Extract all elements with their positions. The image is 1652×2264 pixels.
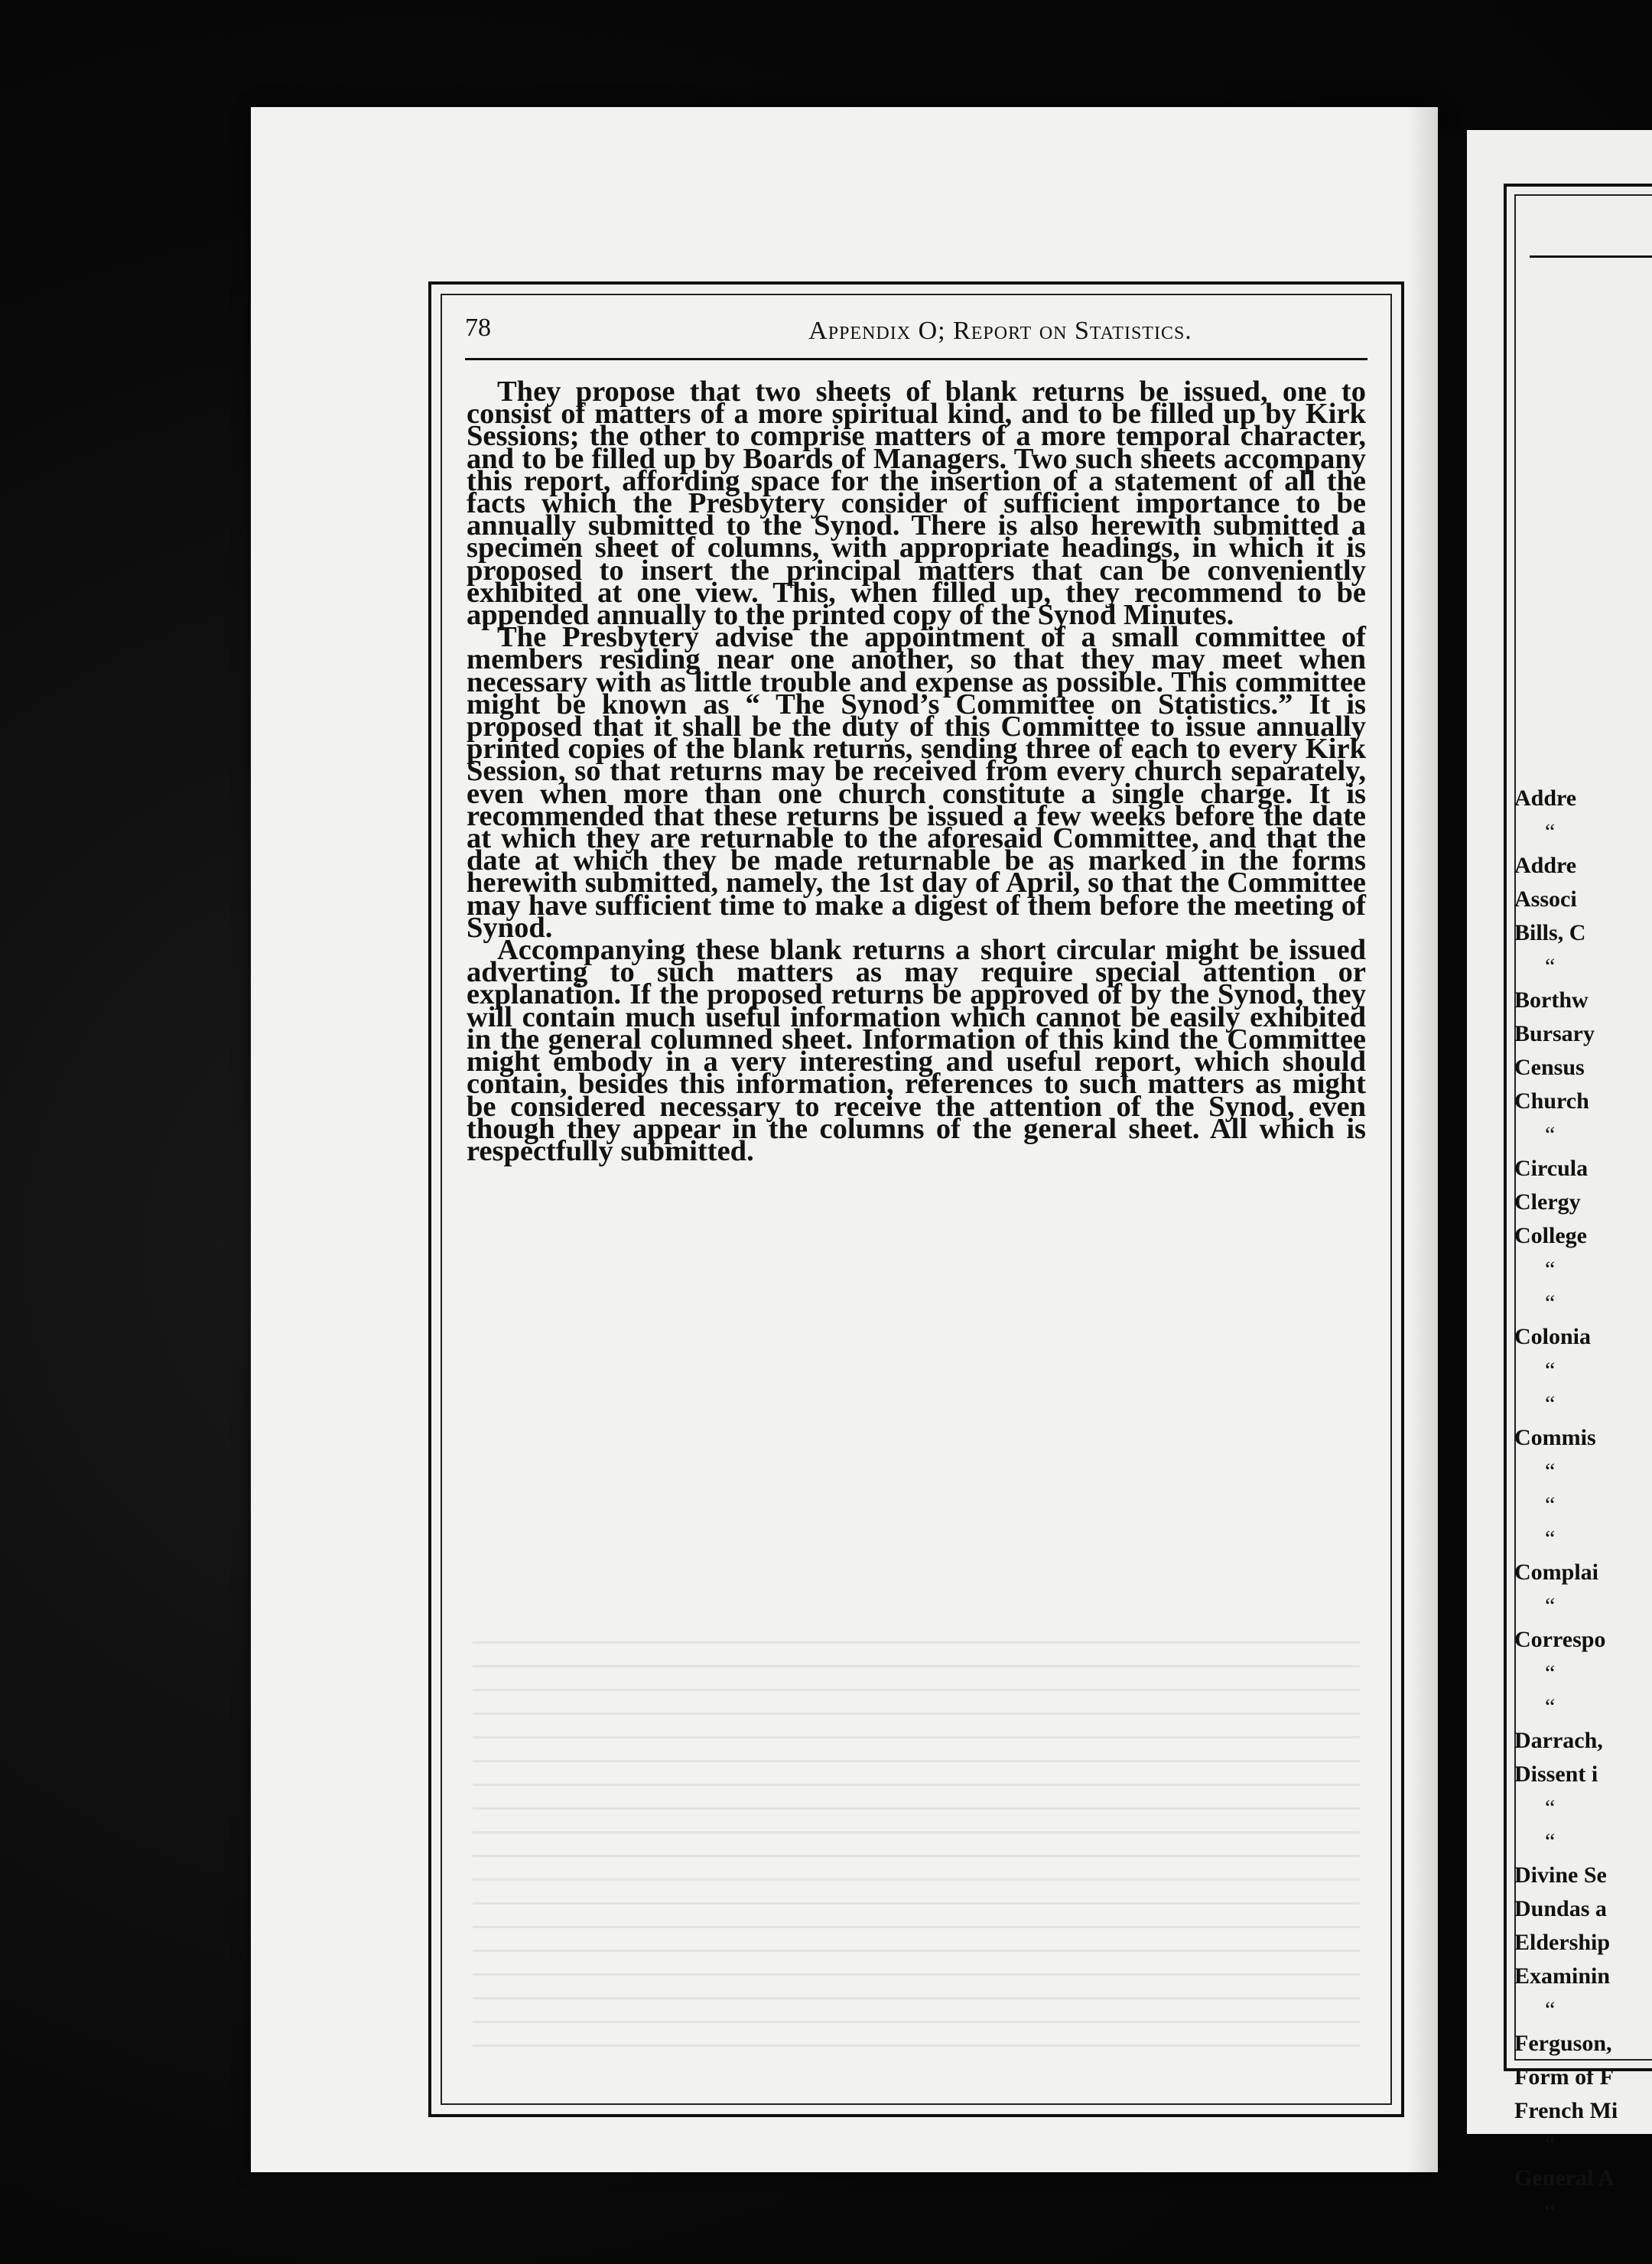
index-ditto-mark: “ (1545, 1593, 1556, 1618)
index-entry: Dundas a (1514, 1896, 1607, 1921)
index-entry: Correspo (1514, 1627, 1606, 1652)
index-ditto-mark: “ (1545, 2132, 1556, 2157)
index-entry: French Mi (1514, 2098, 1618, 2123)
index-entry: Addre (1514, 853, 1577, 878)
index-ditto-mark: “ (1545, 954, 1556, 979)
index-entry: Eldership (1514, 1930, 1611, 1955)
index-ditto-mark: “ (1545, 1795, 1556, 1820)
page-border-inner (441, 294, 1392, 2105)
index-ditto-mark: “ (1545, 2199, 1556, 2224)
index-list (1514, 782, 1618, 2229)
show-through-lines (473, 1641, 1360, 2116)
index-ditto-mark: “ (1545, 1257, 1556, 1282)
index-ditto-mark: “ (1545, 819, 1556, 844)
index-ditto-mark: “ (1545, 1829, 1556, 1854)
index-ditto-mark: “ (1545, 1122, 1556, 1147)
index-entry: Addre (1514, 786, 1577, 811)
index-entry: Associ (1514, 886, 1577, 912)
body-text (467, 376, 1366, 1167)
index-entry: Bursary (1514, 1021, 1595, 1046)
index-entry: Examinin (1514, 1963, 1611, 1989)
index-entry: Borthw (1514, 987, 1589, 1013)
left-page (251, 107, 1438, 2172)
index-ditto-mark: “ (1545, 1290, 1556, 1316)
page-border-frame (428, 281, 1404, 2117)
index-entry: Census (1514, 1055, 1585, 1080)
page-header (465, 309, 1367, 360)
index-ditto-mark: “ (1545, 1492, 1556, 1517)
index-entry: Colonia (1514, 1324, 1592, 1349)
right-header-rule (1530, 255, 1652, 258)
running-head: Appendix O; Report on Statistics. (808, 317, 1192, 345)
paragraph-3: Accompanying these blank returns a short circular might be issued adverting to such matters as may require special attention or explanation. If the proposed returns be approved of by the Synod, they will contain much useful information which cannot be easily exhibited in the general columned sheet. Information of this kind the Committee might embody in a very interesting and useful report, which should contain, besides this information, references to such matters as might be considered necessary to receive the attention of the Synod, even though they appear in the columns of the general sheet. All which is respectfully submitted. (467, 934, 1366, 1167)
index-ditto-mark: “ (1545, 1661, 1556, 1686)
index-ditto-mark: “ (1545, 1694, 1556, 1719)
index-entry: Divine Se (1514, 1862, 1607, 1888)
index-entry: Form of F (1514, 2064, 1614, 2090)
paragraph-1: They propose that two sheets of blank returns be issued, one to consist of matters of a more spiritual kind, and to be filled up by Kirk Sessions; the other to comprise matters of a more temporal character, and to be filled up by Boards of Managers. Two such sheets accompany this report, affording space for the insertion of a statement of all the facts which the Presbytery consider of sufficient importance to be annually submitted to the Synod. There is also herewith submitted a specimen sheet of columns, with appropriate headings, in which it is proposed to insert the principal matters that can be conveniently exhibited at one view. This, when filled up, they recommend to be appended annually to the printed copy of the Synod Minutes. (467, 376, 1366, 632)
book-gutter (1438, 130, 1468, 2165)
index-entry: Commis (1514, 1425, 1596, 1450)
index-entry: Ferguson, (1514, 2031, 1612, 2056)
index-entry: Bills, C (1514, 920, 1586, 945)
index-entry: Complai (1514, 1560, 1599, 1585)
index-ditto-mark: “ (1545, 1997, 1556, 2022)
right-page (1467, 130, 1652, 2224)
paragraph-2: The Presbytery advise the appointment of a small committee of members residing near one another, so that they may meet when necessary with as little trouble and expense as possible. This committee might be known as “ The Synod’s Committee on Statistics.” It is proposed that it shall be the duty of this Committee to issue annually printed copies of the blank returns, sending three of each to every Kirk Session, so that returns may be received from every church separately, even when more than one church constitute a single charge. It is recommended that these returns be issued a few weeks before the date at which they are returnable to the aforesaid Committee, and that the date at which they be made returnable be as marked in the forms herewith submitted, namely, the 1st day of April, so that the Committee may have sufficient time to make a digest of them before the meeting of Synod. (467, 621, 1366, 944)
index-entry: General A (1514, 2165, 1615, 2191)
index-ditto-mark: “ (1545, 1391, 1556, 1417)
index-ditto-mark: “ (1545, 1459, 1556, 1484)
index-entry: Circula (1514, 1156, 1589, 1181)
index-entry: Dissent i (1514, 1761, 1598, 1787)
index-entry: Church (1514, 1088, 1589, 1114)
index-entry: Darrach, (1514, 1728, 1603, 1753)
page-number: 78 (465, 314, 491, 342)
index-entry: Clergy (1514, 1189, 1581, 1215)
index-ditto-mark: “ (1545, 1358, 1556, 1383)
index-entry: College (1514, 1223, 1587, 1248)
index-ditto-mark: “ (1545, 1526, 1556, 1551)
